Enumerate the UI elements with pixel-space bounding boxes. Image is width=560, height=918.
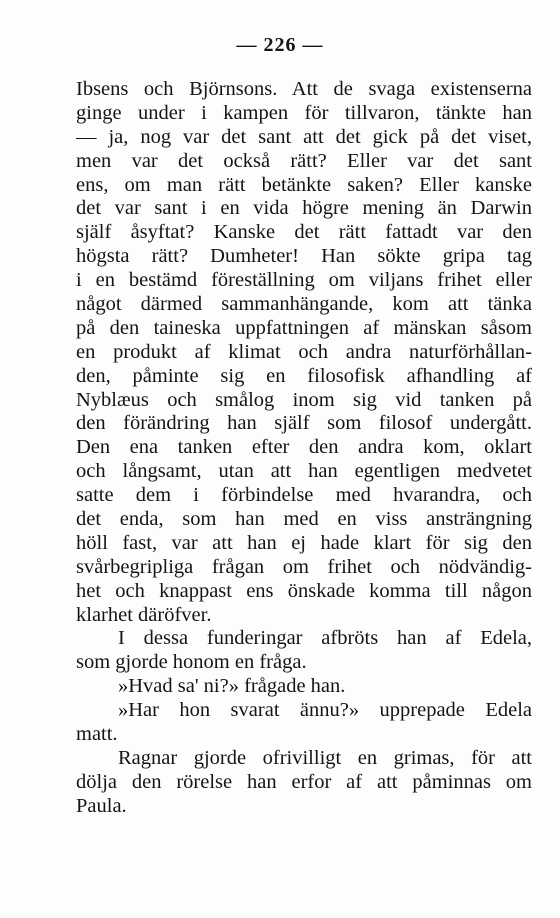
text-line: »Har hon svarat ännu?» upprepade Edela bbox=[118, 699, 532, 722]
body-text bbox=[76, 78, 532, 819]
text-line: svårbegripliga frågan om frihet och nödvändig- bbox=[76, 555, 532, 578]
text-line: i en bestämd föreställning om viljans frihet eller bbox=[76, 269, 532, 292]
page-number: — 226 — bbox=[236, 34, 324, 56]
text-line: högsta rätt? Dumheter! Han sökte gripa tag bbox=[76, 245, 532, 268]
text-line: ginge under i kampen för tillvaron, tänkte han bbox=[76, 101, 532, 124]
text-line: het och knappast ens önskade komma till någon bbox=[76, 579, 532, 602]
text-line: den, påminte sig en filosofisk afhandling af bbox=[76, 364, 532, 387]
text-line: på den taineska uppfattningen af mänskan såsom bbox=[76, 316, 532, 339]
text-line: själf åsyftat? Kanske det rätt fattadt var den bbox=[76, 221, 532, 244]
text-line: den förändring han själf som filosof undergått. bbox=[76, 412, 532, 435]
text-line: och långsamt, utan att han egentligen medvetet bbox=[76, 460, 532, 483]
text-line: Ibsens och Björnsons. Att de svaga existenserna bbox=[76, 78, 532, 100]
text-line: — ja, nog var det sant att det gick på det viset, bbox=[76, 125, 532, 148]
text-line: klarhet däröfver. bbox=[76, 603, 212, 626]
text-line: höll fast, var att han ej hade klart för sig den bbox=[76, 531, 532, 554]
text-line: som gjorde honom en fråga. bbox=[76, 651, 307, 674]
text-line: Nyblæus och smålog inom sig vid tanken på bbox=[76, 388, 532, 411]
text-line: satte dem i förbindelse med hvarandra, och bbox=[76, 484, 532, 507]
text-line: något därmed sammanhängande, kom att tänka bbox=[76, 293, 532, 316]
text-line: det var sant i en vida högre mening än Darwin bbox=[76, 197, 532, 220]
text-line: men var det också rätt? Eller var det sant bbox=[76, 149, 532, 172]
text-line: Den ena tanken efter den andra kom, oklart bbox=[76, 436, 532, 459]
text-line: Paula. bbox=[76, 794, 127, 817]
text-line: en produkt af klimat och andra naturförhållan- bbox=[76, 340, 532, 363]
text-line: ens, om man rätt betänkte saken? Eller kanske bbox=[76, 173, 532, 196]
text-line: dölja den rörelse han erfor af att påminnas om bbox=[76, 770, 532, 793]
text-line: I dessa funderingar afbröts han af Edela, bbox=[118, 627, 532, 650]
text-line: »Hvad sa' ni?» frågade han. bbox=[118, 675, 346, 698]
text-line: matt. bbox=[76, 723, 118, 746]
text-line: Ragnar gjorde ofrivilligt en grimas, för att bbox=[118, 746, 532, 769]
text-line: det enda, som han med en viss ansträngning bbox=[76, 508, 532, 531]
